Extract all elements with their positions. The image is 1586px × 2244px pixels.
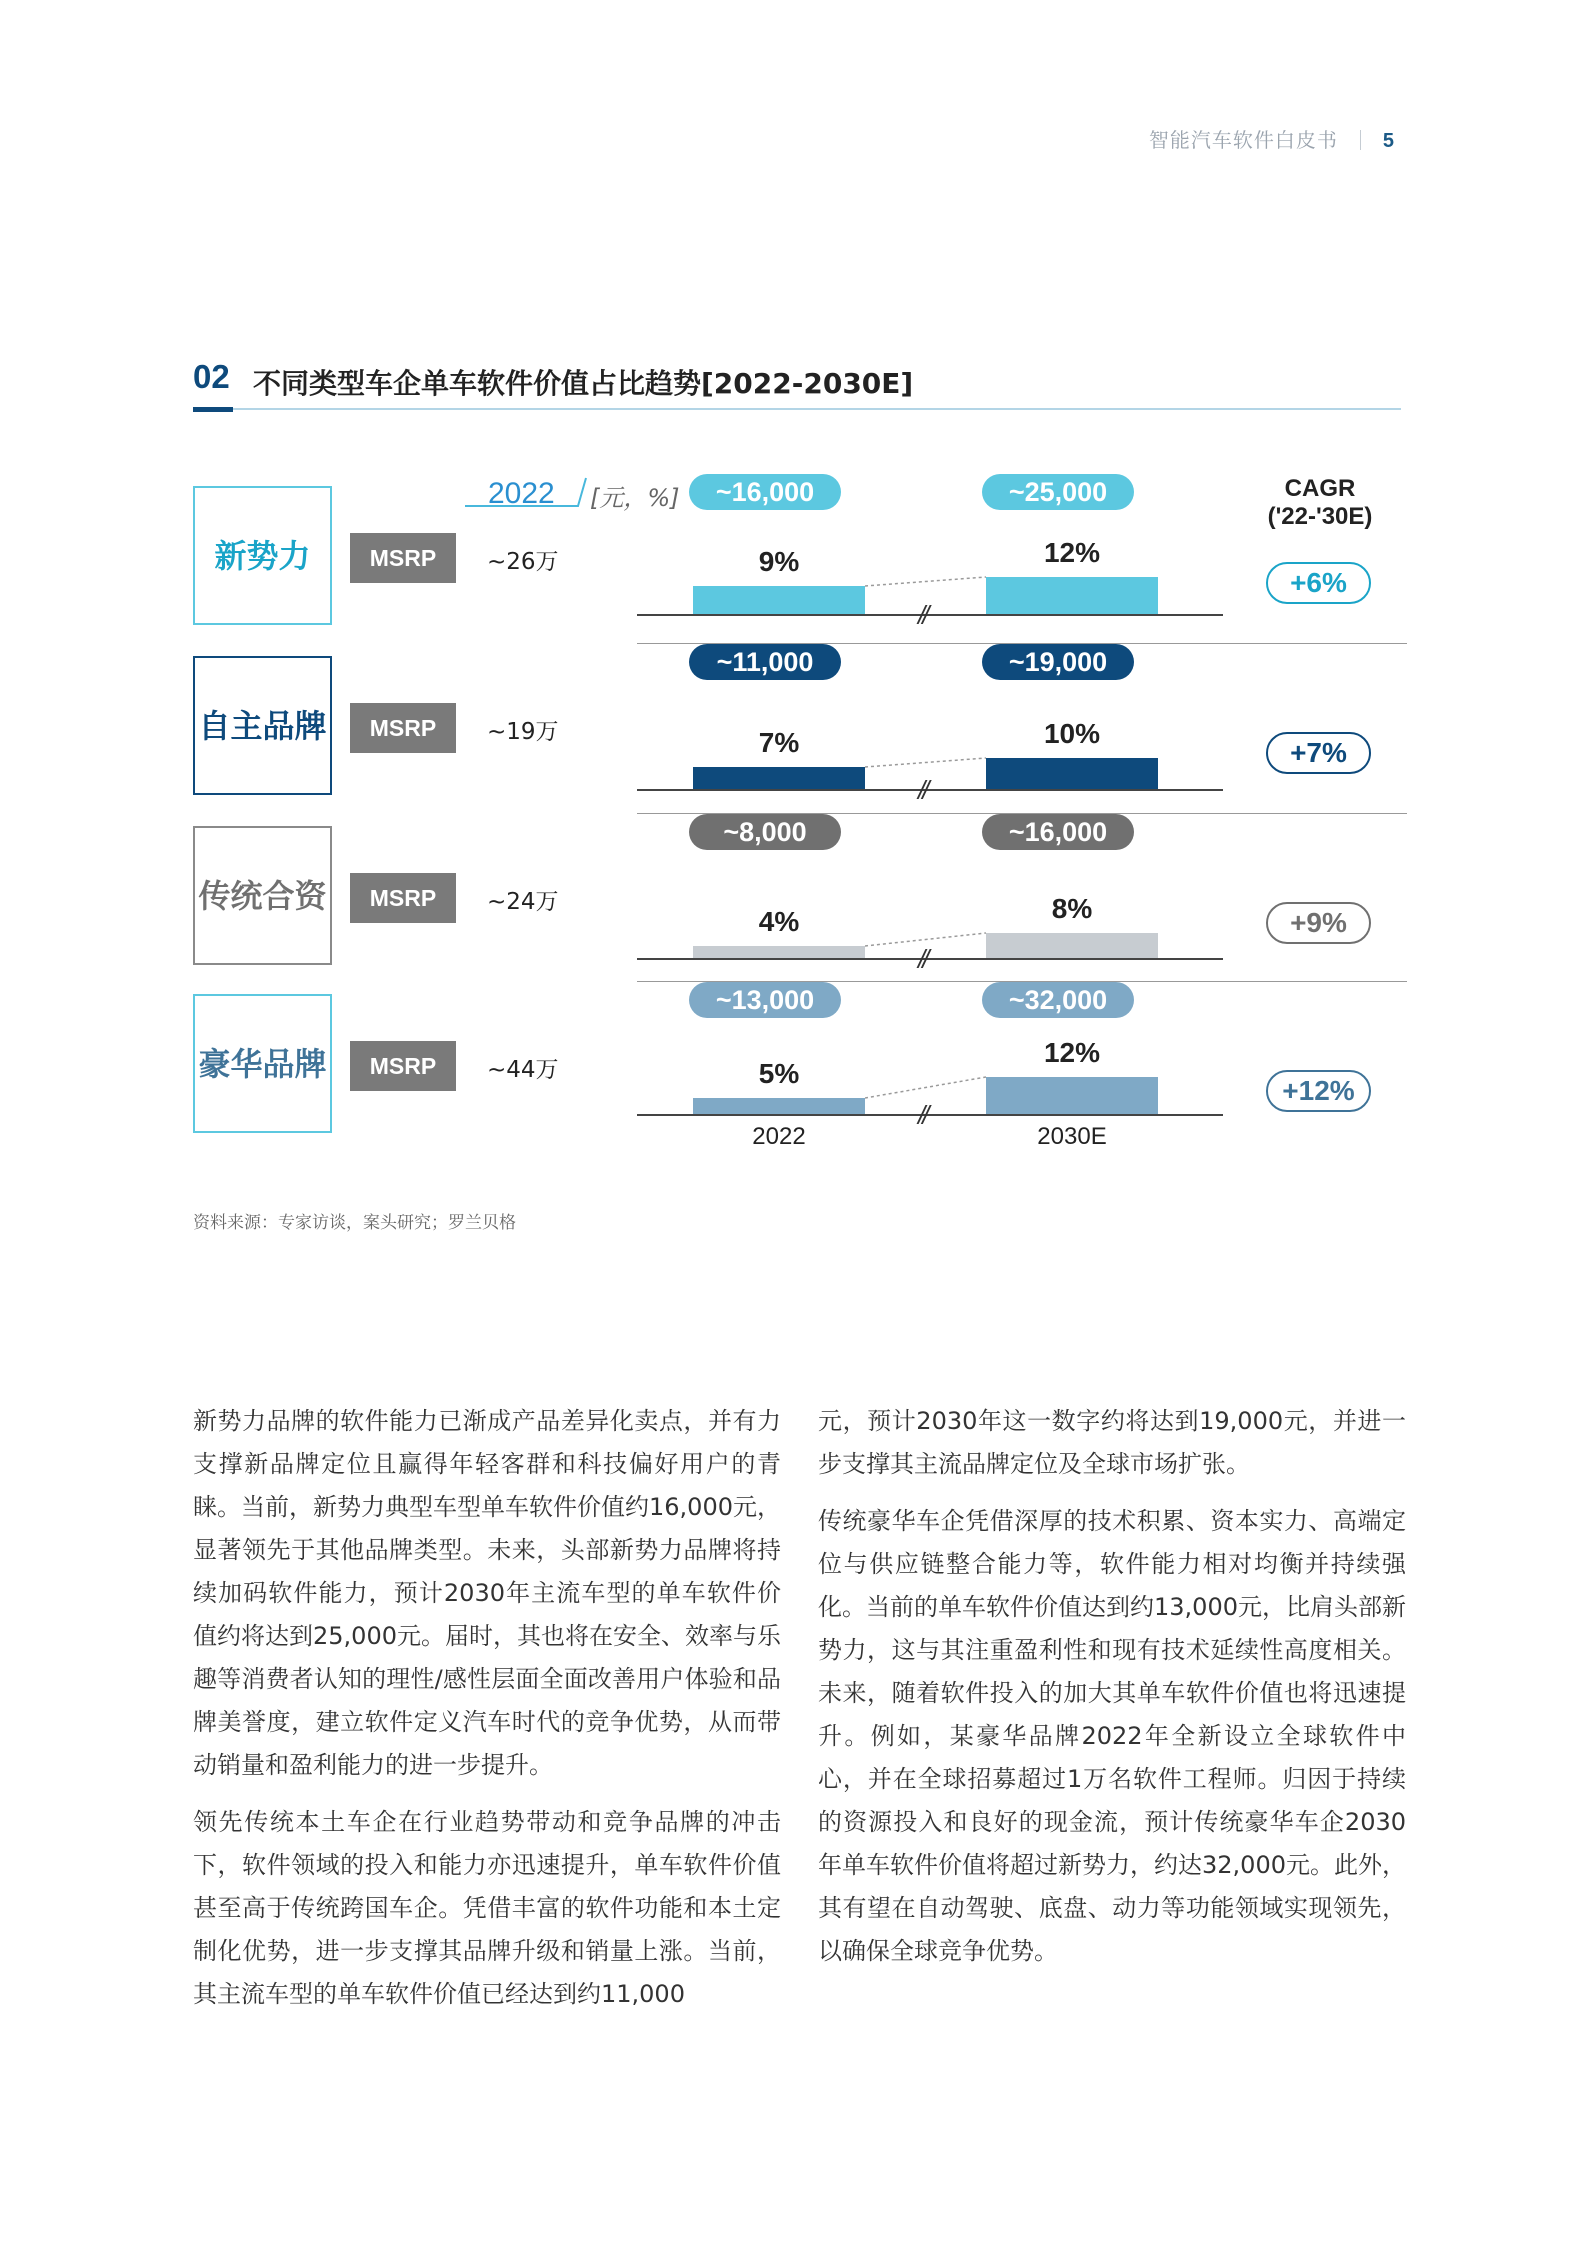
bar-value-label: 7% [758,727,800,758]
category-label: 传统 [198,876,263,915]
bar-value-label: 12% [1043,537,1101,568]
bar-value-label: 12% [1043,1037,1101,1068]
category-label: 自主 [198,706,263,745]
bar-value-label: 9% [758,546,800,577]
software-value-pill: ~13,000 [689,982,841,1018]
cagr-pill: +9% [1266,902,1371,944]
software-value-pill: ~16,000 [982,814,1134,850]
bar [986,1077,1158,1114]
x-axis-label: 2022 [752,1123,806,1150]
msrp-value: ~44万 [487,1057,559,1083]
msrp-value: ~26万 [487,549,559,575]
axis-break: // [918,775,927,805]
software-value-pill: ~19,000 [982,644,1134,680]
bar-value-label: 4% [758,906,800,937]
category-label: 豪华 [198,1044,263,1083]
cagr-pill: +6% [1266,562,1371,604]
bar [986,577,1158,614]
unit-label: [元，%] [590,484,680,512]
baseline [637,1114,1223,1116]
paragraph: 领先传统本土车企在行业趋势带动和竞争品牌的冲击下，软件领域的投入和能力亦迅速提升，单车软件价值甚至高于传统跨国车企。凭借丰富的软件功能和本土定制化优势，进一步支撑其品牌升级和销量上涨。当前，其主流车型的单车软件价值已经达到约11,000 [193,1808,781,2008]
paragraph: 元，预计2030年这一数字约将达到19,000元，并进一步支撑其主流品牌定位及全球市场扩张。 [818,1407,1406,1478]
axis-break: // [918,1100,927,1130]
msrp-value: ~24万 [487,889,559,915]
year-label: 2022 [488,477,555,510]
baseline [637,958,1223,960]
page-number: 5 [1382,130,1395,152]
category-label: 合资 [262,876,327,915]
source-note: 资料来源：专家访谈，案头研究；罗兰贝格 [193,1213,516,1233]
msrp-label: MSRP [350,533,456,583]
bar [693,586,865,614]
msrp-label: MSRP [350,703,456,753]
bar [986,933,1158,958]
msrp-value: ~19万 [487,719,559,745]
cagr-header [1250,475,1390,531]
cagr-period: ('22-'30E) [1267,503,1373,530]
trend-connector [865,572,1005,632]
trend-connector [865,753,1005,813]
document-title: 智能汽车软件白皮书 [1148,128,1338,152]
bar-value-label: 8% [1051,893,1093,924]
baseline [637,614,1223,616]
bar-value-label: 5% [758,1058,800,1089]
category-label: 新势力 [214,536,311,575]
category-label: 品牌 [262,706,327,745]
bar [693,946,865,958]
cagr-pill: +7% [1266,732,1371,774]
software-value-pill: ~16,000 [689,474,841,510]
paragraph: 新势力品牌的软件能力已渐成产品差异化卖点，并有力支撑新品牌定位且赢得年轻客群和科技偏好用户的青睐。当前，新势力典型车型单车软件价值约16,000元，显著领先于其他品牌类型。未来，头部新势力品牌将持续加码软件能力，预计2030年主流车型的单车软件价值约将达到25,000元。届时，其也将在安全、效率与乐趣等消费者认知的理性/感性层面全面改善用户体验和品牌美誉度，建立软件定义汽车时代的竞争优势，从而带动销量和盈利能力的进一步提升。 [193,1407,781,1779]
figure-number: 02 [193,358,230,395]
cagr-pill: +12% [1266,1070,1371,1112]
bar-value-label: 10% [1043,718,1101,749]
body-column-left [193,1400,781,2030]
category-label: 品牌 [262,1044,327,1083]
axis-break: // [918,944,927,974]
trend-connector [865,1072,1005,1132]
bar [693,1098,865,1114]
software-value-pill: ~25,000 [982,474,1134,510]
category-box [193,826,332,965]
bar [986,758,1158,789]
software-value-pill: ~8,000 [689,814,841,850]
figure-title: 不同类型车企单车软件价值占比趋势[2022-2030E] [253,367,914,400]
body-column-right [818,1400,1406,1987]
software-value-pill: ~32,000 [982,982,1134,1018]
baseline [637,789,1223,791]
category-box [193,994,332,1133]
bar [693,767,865,789]
msrp-label: MSRP [350,1041,456,1091]
paragraph: 传统豪华车企凭借深厚的技术积累、资本实力、高端定位与供应链整合能力等，软件能力相对均衡并持续强化。当前的单车软件价值达到约13,000元，比肩头部新势力，这与其注重盈利性和现有技术延续性高度相关。未来，随着软件投入的加大其单车软件价值也将迅速提升。例如，某豪华品牌2022年全新设立全球软件中心，并在全球招募超过1万名软件工程师。归因于持续的资源投入和良好的现金流，预计传统豪华车企2030年单车软件价值将超过新势力，约达32,000元。此外，其有望在自动驾驶、底盘、动力等功能领域实现领先，以确保全球竞争优势。 [818,1507,1406,1965]
x-axis-label: 2030E [1037,1123,1107,1150]
msrp-label: MSRP [350,873,456,923]
software-value-pill: ~11,000 [689,644,841,680]
cagr-title: CAGR [1284,475,1356,502]
axis-break: // [918,600,927,630]
category-box [193,486,332,625]
category-box [193,656,332,795]
